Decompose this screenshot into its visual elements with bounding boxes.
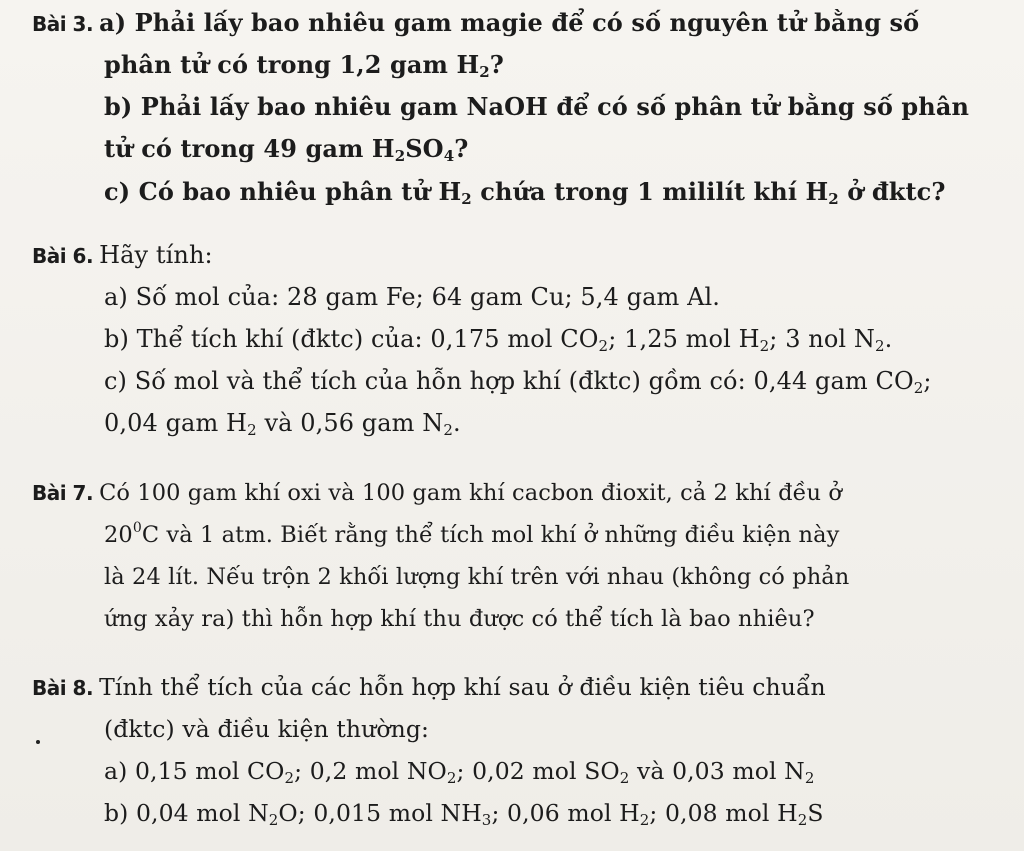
- bai8-line-1: [32, 672, 826, 703]
- subscript: 2: [639, 811, 650, 829]
- bai3-c-text-2: chứa trong 1 mililít khí H: [471, 177, 829, 206]
- bai3-label: Bài 3.: [32, 12, 94, 36]
- bai3-b-text-3: SO: [405, 134, 444, 163]
- bai3-line-a1: [32, 8, 919, 39]
- subscript: 2: [913, 379, 924, 397]
- bai8-line-b: [104, 798, 824, 828]
- bai3-a-text-2: phân tử có trong 1,2 gam H: [104, 50, 480, 79]
- bai6-b-text-1: b) Thể tích khí (đktc) của: 0,175 mol CO: [104, 325, 599, 353]
- bai8-a-text-1: a) 0,15 mol CO: [104, 757, 285, 785]
- bai6-label: Bài 6.: [32, 244, 94, 268]
- bai7-text-1: Có 100 gam khí oxi và 100 gam khí cacbon đioxit, cả 2 khí đều ở: [99, 480, 843, 506]
- bai3-line-b2: [104, 134, 468, 164]
- bai3-line-c: [104, 177, 946, 207]
- subscript: 2: [446, 769, 457, 787]
- subscript: 2: [875, 337, 885, 355]
- bai3-b-text-4: ?: [454, 134, 469, 163]
- bai8-a-text-3: ; 0,02 mol SO: [456, 757, 620, 785]
- bai6-line-a: [104, 282, 720, 312]
- subscript: 2: [268, 811, 279, 829]
- superscript: 0: [132, 520, 142, 536]
- subscript: 2: [619, 769, 630, 787]
- bai6-c-text-2: ;: [923, 367, 932, 395]
- bai8-line-a: [104, 756, 815, 786]
- bai3-line-b1: [104, 92, 969, 122]
- subscript: 2: [443, 421, 454, 439]
- bai6-c-text-5: .: [453, 409, 461, 437]
- bai8-b-text-2: O; 0,015 mol NH: [278, 799, 482, 827]
- bai3-c-text-1: c) Có bao nhiêu phân tử H: [104, 177, 462, 206]
- bai8-b-text-4: ; 0,08 mol H: [649, 799, 798, 827]
- bai6-b-text-4: .: [884, 325, 893, 353]
- bai6-c-text-1: c) Số mol và thể tích của hỗn hợp khí (đktc) gồm có: 0,44 gam CO: [104, 367, 914, 395]
- bai8-a-text-4: và 0,03 mol N: [629, 757, 805, 785]
- bai8-text-1: Tính thể tích của các hỗn hợp khí sau ở điều kiện tiêu chuẩn: [99, 673, 826, 701]
- bai6-b-text-3: ; 3 nol N: [769, 325, 876, 353]
- bai3-a-text-1: a) Phải lấy bao nhiêu gam magie để có số nguyên tử bằng số: [99, 8, 920, 37]
- bai3-a-text-3: ?: [489, 50, 504, 79]
- bai7-text-4: ứng xảy ra) thì hỗn hợp khí thu được có thể tích là bao nhiêu?: [104, 606, 815, 632]
- subscript: 2: [828, 190, 839, 208]
- bai7-line-1: [32, 478, 842, 508]
- subscript: 2: [394, 147, 406, 165]
- bai6-a-text: a) Số mol của: 28 gam Fe; 64 gam Cu; 5,4 gam Al.: [104, 283, 721, 311]
- subscript: 2: [461, 190, 472, 208]
- bai3-b-text-1: b) Phải lấy bao nhiêu gam NaOH để có số phân tử bằng số phân: [104, 92, 970, 121]
- bai7-text-2a: 20: [104, 522, 133, 548]
- bai6-heading-line: [32, 240, 213, 271]
- subscript: 2: [759, 337, 770, 355]
- bai7-line-2: [104, 520, 839, 550]
- bai6-b-text-2: ; 1,25 mol H: [608, 325, 760, 353]
- bai8-b-text-1: b) 0,04 mol N: [104, 799, 269, 827]
- bai8-b-text-3: ; 0,06 mol H: [491, 799, 640, 827]
- bai3-c-text-3: ở đktc?: [838, 177, 946, 206]
- bai8-line-2: [104, 714, 429, 744]
- bai8-text-2: (đktc) và điều kiện thường:: [104, 715, 429, 743]
- bai8-a-text-2: ; 0,2 mol NO: [294, 757, 447, 785]
- subscript: 2: [247, 421, 257, 439]
- subscript: 2: [284, 769, 295, 787]
- bai7-text-2b: C và 1 atm. Biết rằng thể tích mol khí ở những điều kiện này: [141, 522, 840, 548]
- subscript: 3: [481, 811, 492, 829]
- bai6-line-c1: [104, 366, 932, 396]
- bai7-label: Bài 7.: [32, 481, 94, 505]
- bai7-line-3: [104, 562, 849, 592]
- bai3-b-text-2: tử có trong 49 gam H: [104, 134, 395, 163]
- print-speck: [36, 740, 40, 744]
- bai3-line-a2: [104, 50, 504, 80]
- subscript: 4: [443, 147, 455, 165]
- subscript: 2: [797, 811, 808, 829]
- bai6-c-text-4: và 0,56 gam N: [256, 409, 444, 437]
- bai6-c-text-3: 0,04 gam H: [104, 409, 248, 437]
- subscript: 2: [804, 769, 815, 787]
- bai6-line-c2: [104, 408, 461, 438]
- subscript: 2: [479, 63, 490, 81]
- subscript: 2: [598, 337, 609, 355]
- bai6-heading: Hãy tính:: [99, 241, 213, 269]
- bai8-label: Bài 8.: [32, 676, 94, 700]
- bai8-b-text-5: S: [807, 799, 824, 827]
- bai6-line-b: [104, 324, 892, 354]
- bai7-text-3: là 24 lít. Nếu trộn 2 khối lượng khí trên với nhau (không có phản: [104, 564, 850, 590]
- bai7-line-4: [104, 604, 815, 634]
